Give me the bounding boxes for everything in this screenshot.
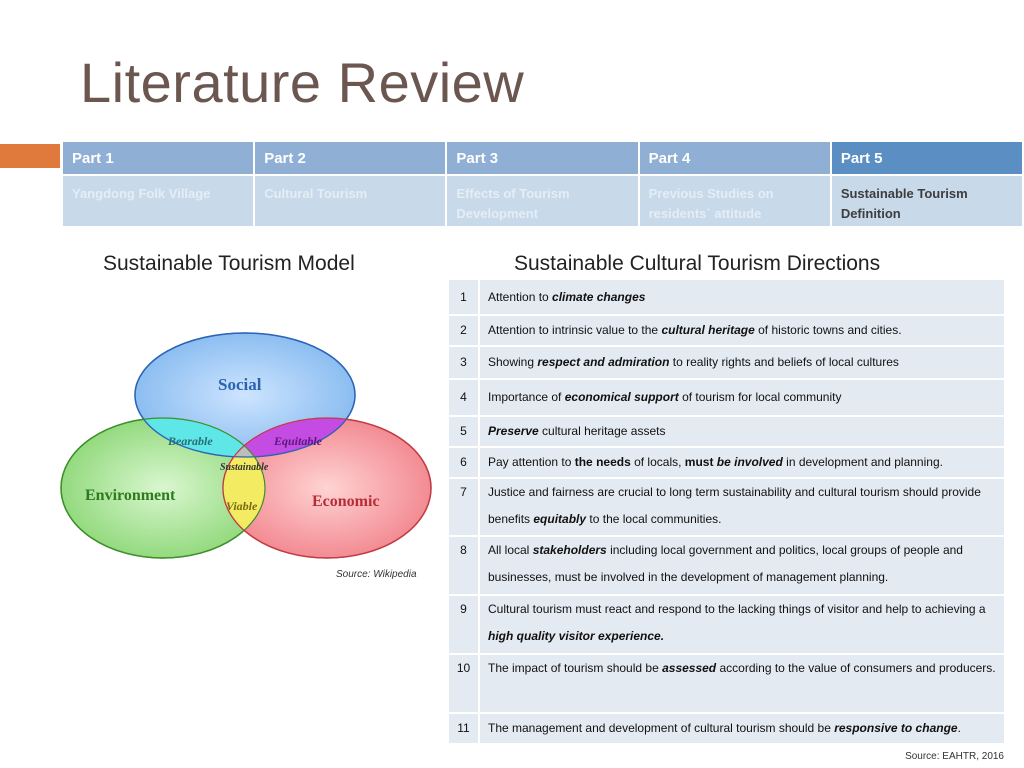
direction-row — [448, 379, 1005, 416]
emphasis-text: stakeholders — [532, 543, 607, 557]
nav-part-label: Part 4 — [640, 142, 830, 176]
nav-part-4[interactable] — [640, 142, 832, 226]
nav-part-topic: Sustainable Tourism Definition — [832, 176, 1022, 226]
sustainable-label: Sustainable — [220, 462, 269, 473]
nav-part-label: Part 3 — [447, 142, 637, 176]
direction-text — [479, 346, 1005, 379]
direction-text — [479, 315, 1005, 346]
plain-text: cultural heritage assets — [538, 424, 666, 438]
plain-text: Attention to intrinsic value to the — [488, 323, 662, 337]
source-wikipedia: Source: Wikipedia — [336, 569, 417, 580]
nav-row — [63, 142, 1024, 226]
direction-row — [448, 595, 1005, 654]
nav-part-topic: Effects of Tourism Development — [447, 176, 637, 226]
environment-label: Environment — [85, 487, 176, 504]
plain-text: Cultural tourism must react and respond to the lacking things of visitor and help to achieving a — [488, 602, 986, 616]
emphasis-text: equitably — [533, 512, 587, 526]
direction-number: 8 — [448, 536, 479, 595]
direction-text — [479, 654, 1005, 713]
nav-part-1[interactable] — [63, 142, 255, 226]
direction-number: 5 — [448, 416, 479, 447]
sustainable-tourism-venn-diagram — [55, 330, 435, 570]
direction-number: 1 — [448, 279, 479, 315]
directions-heading: Sustainable Cultural Tourism Directions — [514, 252, 881, 275]
direction-row — [448, 536, 1005, 595]
part-navigation — [63, 142, 1024, 226]
plain-text: according to the value of consumers and producers. — [716, 661, 996, 675]
direction-number: 11 — [448, 713, 479, 744]
equitable-label: Equitable — [274, 434, 323, 448]
slide-title: Literature Review — [80, 51, 525, 114]
direction-text — [479, 478, 1005, 536]
direction-row — [448, 478, 1005, 536]
emphasis-text: assessed — [662, 661, 717, 675]
direction-row — [448, 279, 1005, 315]
direction-row — [448, 713, 1005, 744]
direction-text — [479, 536, 1005, 595]
plain-text: The impact of tourism should be — [488, 661, 663, 675]
direction-text — [479, 379, 1005, 416]
emphasis-text: responsive to change — [834, 721, 958, 735]
direction-number: 3 — [448, 346, 479, 379]
direction-number: 2 — [448, 315, 479, 346]
direction-text — [479, 595, 1005, 654]
plain-text: of tourism for local community — [678, 390, 842, 404]
plain-text: The management and development of cultural tourism should be — [488, 721, 835, 735]
social-label: Social — [218, 375, 262, 394]
nav-part-label: Part 2 — [255, 142, 445, 176]
direction-text — [479, 447, 1005, 478]
nav-part-label: Part 5 — [832, 142, 1022, 176]
plain-text: of historic towns and cities. — [754, 323, 902, 337]
plain-text: to reality rights and beliefs of local cultures — [669, 355, 899, 369]
plain-text: in development and planning. — [782, 455, 943, 469]
nav-part-topic: Previous Studies on residents` attitude — [640, 176, 830, 226]
emphasis-text: respect and admiration — [537, 355, 670, 369]
plain-text: . — [957, 721, 961, 735]
plain-text: including local government and politics, local groups of people and businesses, must be involved in the development of management planning. — [488, 543, 963, 584]
plain-text: Justice and fairness are crucial to long term sustainability and cultural tourism should provide benefits — [488, 485, 981, 526]
directions-table — [447, 278, 1006, 745]
source-eahtr: Source: EAHTR, 2016 — [905, 751, 1004, 762]
plain-text: Pay attention to — [488, 455, 575, 469]
plain-text: Importance of — [488, 390, 565, 404]
direction-text — [479, 416, 1005, 447]
plain-text: Showing — [488, 355, 538, 369]
direction-number: 9 — [448, 595, 479, 654]
bold-text: the needs — [574, 455, 631, 469]
emphasis-text: be involved — [716, 455, 783, 469]
emphasis-text: climate changes — [552, 290, 646, 304]
plain-text: Attention to — [488, 290, 553, 304]
nav-part-5[interactable] — [832, 142, 1024, 226]
bearable-label: Bearable — [168, 434, 213, 448]
nav-part-3[interactable] — [447, 142, 639, 226]
direction-row — [448, 416, 1005, 447]
direction-row — [448, 315, 1005, 346]
model-heading: Sustainable Tourism Model — [103, 252, 355, 275]
direction-text — [479, 713, 1005, 744]
emphasis-text: cultural heritage — [661, 323, 755, 337]
direction-row — [448, 346, 1005, 379]
plain-text: All local — [488, 543, 533, 557]
direction-row — [448, 447, 1005, 478]
viable-label: Viable — [226, 499, 258, 513]
direction-number: 10 — [448, 654, 479, 713]
nav-part-topic: Yangdong Folk Village — [63, 176, 253, 226]
nav-part-label: Part 1 — [63, 142, 253, 176]
economic-label: Economic — [312, 493, 380, 510]
plain-text: to the local communities. — [586, 512, 722, 526]
emphasis-text: economical support — [564, 390, 679, 404]
accent-bar — [0, 144, 60, 168]
nav-part-topic: Cultural Tourism — [255, 176, 445, 226]
emphasis-text: high quality visitor experience. — [488, 629, 665, 643]
direction-text — [479, 279, 1005, 315]
nav-part-2[interactable] — [255, 142, 447, 226]
direction-number: 4 — [448, 379, 479, 416]
direction-number: 7 — [448, 478, 479, 536]
direction-row — [448, 654, 1005, 713]
direction-number: 6 — [448, 447, 479, 478]
bold-text: must — [684, 455, 717, 469]
emphasis-text: Preserve — [488, 424, 539, 438]
plain-text: of locals, — [630, 455, 685, 469]
